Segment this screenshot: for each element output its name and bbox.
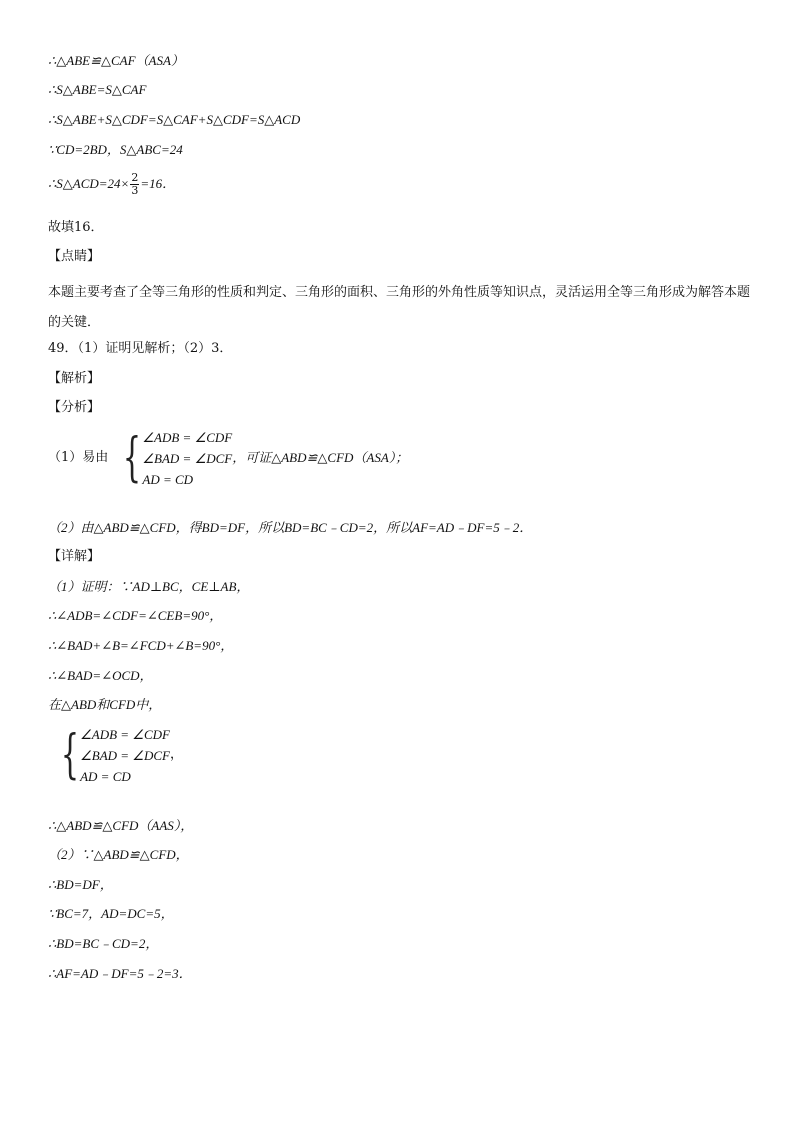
equation-system (46, 724, 170, 787)
equation: AD = CD (80, 768, 131, 784)
brace-icon: { (60, 725, 80, 785)
text-line: 故填16． (48, 220, 104, 235)
text-line: ∴△ABE≌△CAF（ASA） (48, 53, 184, 68)
text-segment: ，可证△ABD≌△CFD（ASA）； (232, 450, 409, 465)
text-line: 在△ABD和CFD中， (48, 697, 162, 712)
equation-system (108, 427, 232, 490)
equation-system-line (48, 426, 408, 490)
text-line: ∵BC=7，AD=DC=5， (48, 906, 174, 921)
fraction (130, 172, 139, 197)
text-line: ∴S△ABE=S△CAF (48, 82, 147, 97)
text-segment: ∴S△ACD=24× (48, 176, 130, 191)
fraction-numerator: 2 (131, 170, 139, 184)
text-segment: ， (169, 747, 183, 762)
text-line: ∴△ABD≌△CFD（AAS）， (48, 818, 194, 833)
text-line: 49．（1）证明见解析；（2）3． (48, 341, 233, 356)
text-line: ∴∠BAD=∠OCD， (48, 668, 153, 683)
text-line: ∴BD=DF， (48, 877, 113, 892)
paragraph: 本题主要考查了全等三角形的性质和判定、三角形的面积、三角形的外角性质等知识点，灵活运用全等三角形成为解答本题的关键． (48, 285, 751, 330)
equation: AD = CD (142, 471, 194, 487)
text-line: ∴AF=AD﹣DF=5﹣2=3． (48, 966, 192, 981)
text-line: ∵CD=2BD，S△ABC=24 (48, 142, 183, 157)
text-segment: （1）易由 (48, 450, 109, 465)
section-heading: 【点睛】 (48, 249, 101, 264)
text-line: （2）由△ABD≌△CFD，得BD=DF，所以BD=BC﹣CD=2，所以AF=AD﹣DF=5﹣2． (48, 520, 533, 535)
text-line: （2）∵△ABD≌△CFD， (48, 847, 189, 862)
fraction-line (48, 170, 175, 198)
equation-system-line (46, 722, 183, 788)
text-line: ∴∠BAD+∠B=∠FCD+∠B=90°， (48, 638, 234, 653)
equation: ∠BAD = ∠DCF (142, 450, 233, 466)
equation: ∠ADB = ∠CDF (142, 429, 233, 445)
brace-icon: { (123, 428, 142, 488)
text-line: ∴∠ADB=∠CDF=∠CEB=90°， (48, 608, 223, 623)
text-line: ∴S△ABE+S△CDF=S△CAF+S△CDF=S△ACD (48, 112, 301, 127)
text-segment: =16． (140, 176, 176, 191)
text-line: ∴BD=BC﹣CD=2， (48, 936, 159, 951)
equation: ∠BAD = ∠DCF (80, 747, 170, 763)
section-heading: 【分析】 (48, 400, 101, 415)
text-line: （1）证明：∵AD⊥BC，CE⊥AB， (48, 579, 250, 594)
fraction-denominator: 3 (131, 183, 139, 197)
section-heading: 【解析】 (48, 371, 101, 386)
section-heading: 【详解】 (48, 549, 101, 564)
equation: ∠ADB = ∠CDF (80, 726, 170, 742)
